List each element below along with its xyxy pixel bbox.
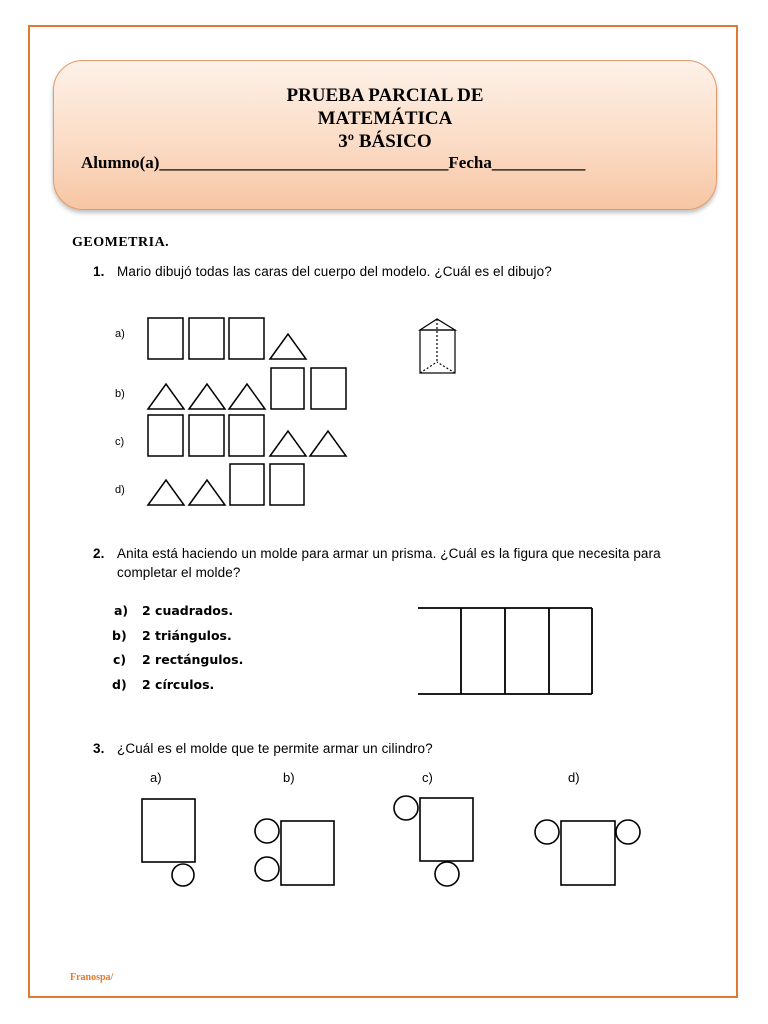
triangular-prism-icon [420, 319, 455, 373]
triangle-shape [229, 384, 265, 409]
triangle-shape [189, 480, 225, 505]
rectangle-shape [230, 464, 264, 505]
question-2-number: 2. [93, 546, 105, 561]
footer-signature: Franospa/ [70, 972, 114, 983]
square-shape [148, 318, 183, 359]
title-line-3: 3º BÁSICO [338, 131, 432, 152]
q3-option-c-label: c) [422, 770, 433, 785]
q1-option-a-label: a) [115, 328, 125, 340]
triangle-shape [189, 384, 225, 409]
triangle-shape [148, 384, 184, 409]
question-3-text: ¿Cuál es el molde que te permite armar un cilindro? [117, 741, 433, 756]
rectangle-shape [271, 368, 304, 409]
section-title: GEOMETRIA. [72, 235, 170, 250]
q1-option-b-figures [148, 368, 346, 409]
square-shape [148, 415, 183, 456]
q1-option-c-label: c) [115, 436, 125, 448]
square-shape [189, 318, 224, 359]
square-shape [229, 415, 264, 456]
q1-option-c-figures [148, 415, 346, 456]
q3-option-d-net [535, 820, 640, 885]
q3-option-b-net [255, 819, 334, 885]
square-shape [229, 318, 264, 359]
triangle-shape [310, 431, 346, 456]
question-3-number: 3. [93, 741, 105, 756]
rectangle-shape [270, 464, 304, 505]
title-line-1: PRUEBA PARCIAL DE [286, 85, 484, 106]
question-1-number: 1. [93, 264, 105, 279]
rectangle-shape [311, 368, 346, 409]
question-2-text: Anita está haciendo un molde para armar un prisma. ¿Cuál es la figura que necesita para completar el molde? [117, 546, 661, 580]
student-name-date-line: Alumno(a)__________________________________Fecha___________ [81, 153, 586, 172]
triangle-shape [148, 480, 184, 505]
prism-net-figure [418, 608, 592, 694]
q3-option-a-net [142, 799, 195, 886]
q1-option-d-label: d) [115, 484, 125, 496]
q1-option-b-label: b) [115, 388, 125, 400]
q3-option-d-label: d) [568, 770, 580, 785]
q3-option-b-label: b) [283, 770, 295, 785]
title-line-2: MATEMÁTICA [317, 108, 453, 129]
question-1-text: Mario dibujó todas las caras del cuerpo del modelo. ¿Cuál es el dibujo? [117, 264, 552, 279]
triangle-shape [270, 334, 306, 359]
triangle-shape [270, 431, 306, 456]
square-shape [189, 415, 224, 456]
q1-option-a-figures [148, 318, 306, 359]
q3-option-a-label: a) [150, 770, 162, 785]
q3-option-c-net [394, 796, 473, 886]
q1-option-d-figures [148, 464, 304, 505]
